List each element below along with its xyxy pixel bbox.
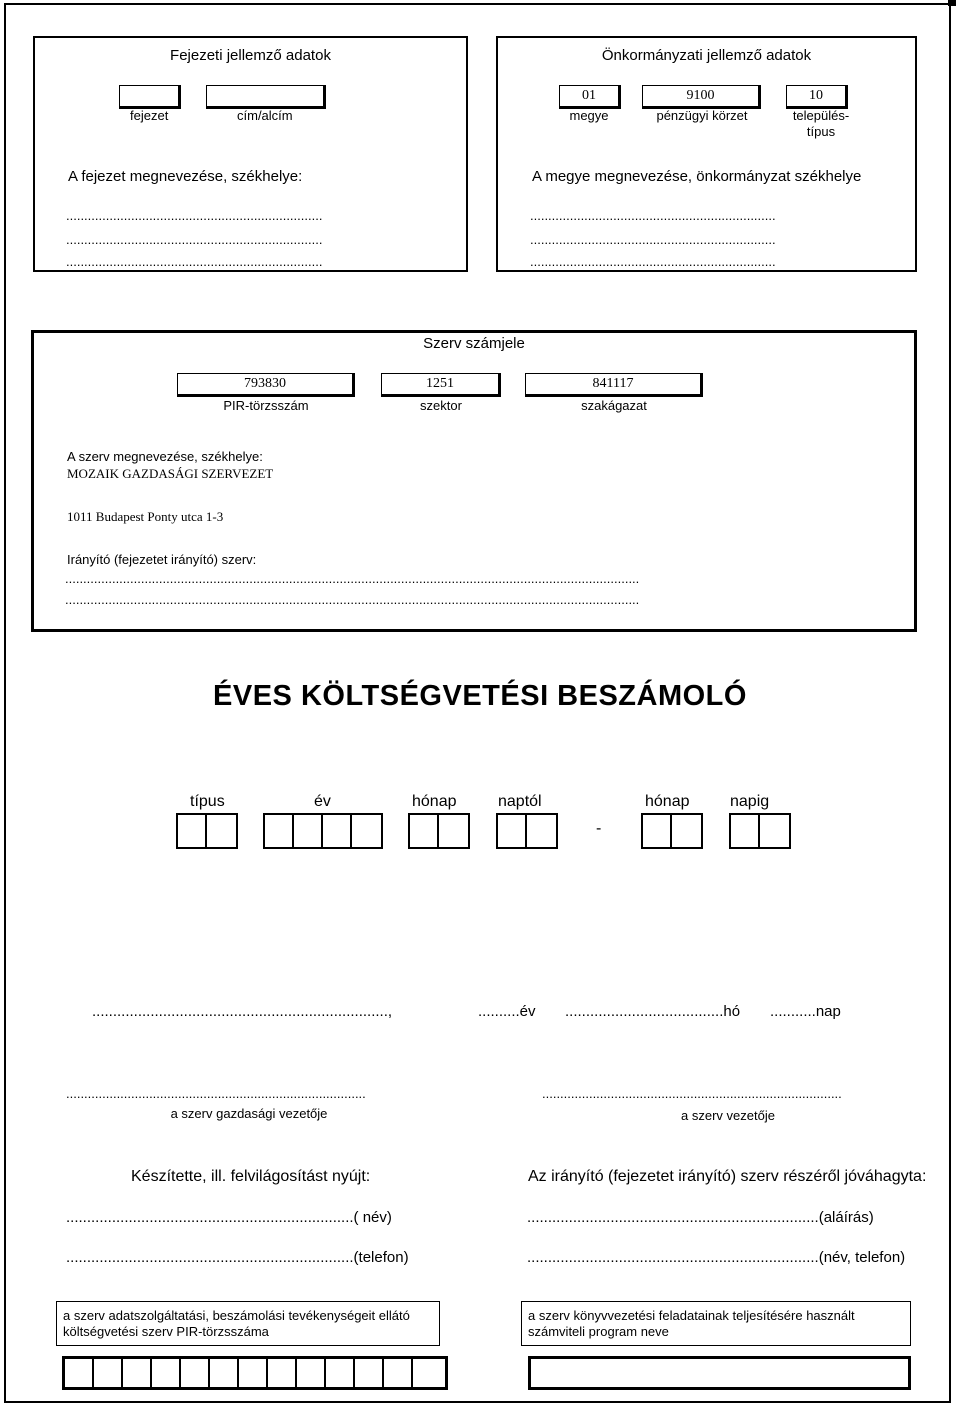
type-label: típus (190, 793, 225, 810)
footer-left-box (56, 1301, 440, 1346)
month-from-boxes[interactable] (408, 813, 470, 849)
settlement-type-label: település- típus (792, 108, 850, 139)
corner-mark (948, 0, 956, 6)
day-from-boxes[interactable] (496, 813, 558, 849)
footer-right-text: a szerv könyvvezetési feladatainak teljesítésére használt számviteli program neve (528, 1308, 855, 1339)
month-from-label: hónap (412, 793, 457, 810)
organisation-box (31, 330, 917, 632)
chapter-dots-3: ....................................................................... (66, 254, 323, 269)
year-field[interactable]: ..........év (478, 1003, 536, 1020)
settlement-type-field[interactable]: 10 (786, 85, 848, 109)
economic-leader-label: a szerv gazdasági vezetője (170, 1106, 328, 1121)
pir-number-label: PIR-törzsszám (223, 398, 309, 413)
prepared-phone-field[interactable]: .....................................................................(telefon) (66, 1249, 409, 1266)
year-boxes[interactable] (263, 813, 383, 849)
period-dash: - (596, 820, 602, 837)
prepared-name-field[interactable]: .....................................................................( név) (66, 1209, 392, 1226)
day-field[interactable]: ...........nap (770, 1003, 841, 1020)
controller-dots-2: ............................................................................................................................................................... (65, 592, 640, 607)
month-field[interactable]: ......................................hó (565, 1003, 741, 1020)
subtitle-field[interactable] (206, 85, 326, 109)
leader-signature-line[interactable]: ................................................................................... (542, 1086, 842, 1101)
sector-field[interactable]: 1251 (381, 373, 501, 397)
chapter-dots-2: ....................................................................... (66, 232, 323, 247)
economic-leader-signature-line[interactable]: ................................................................................... (66, 1086, 366, 1101)
year-label: év (314, 793, 331, 810)
report-title: ÉVES KÖLTSÉGVETÉSI BESZÁMOLÓ (213, 680, 747, 712)
chapter-heading: Fejezeti jellemző adatok (170, 47, 331, 64)
accounting-software-field[interactable] (528, 1356, 911, 1390)
branch-field[interactable]: 841117 (525, 373, 703, 397)
type-boxes[interactable] (176, 813, 238, 849)
district-field[interactable]: 9100 (642, 85, 761, 109)
approved-by-heading: Az irányító (fejezetet irányító) szerv részéről jóváhagyta: (528, 1168, 927, 1185)
chapter-field[interactable] (119, 85, 181, 109)
municipal-name-label: A megye megnevezése, önkormányzat székhelye (532, 168, 862, 185)
controller-dots-1: ............................................................................................................................................................... (65, 571, 640, 586)
controller-label: Irányító (fejezetet irányító) szerv: (67, 552, 257, 567)
county-label: megye (569, 108, 609, 123)
day-to-boxes[interactable] (729, 813, 791, 849)
leader-label: a szerv vezetője (681, 1108, 775, 1123)
organisation-name-label: A szerv megnevezése, székhelye: (67, 449, 263, 464)
chapter-dots-1: ....................................................................... (66, 208, 323, 223)
organisation-name: MOZAIK GAZDASÁGI SZERVEZET (67, 466, 274, 481)
municipal-dots-3: .................................................................... (530, 254, 776, 269)
municipal-heading: Önkormányzati jellemző adatok (601, 47, 812, 64)
day-to-label: napig (730, 793, 770, 810)
subtitle-field-label: cím/alcím (237, 108, 293, 123)
chapter-field-label: fejezet (130, 108, 169, 123)
chapter-name-label: A fejezet megnevezése, székhelye: (68, 168, 303, 185)
chapter-box (33, 36, 468, 272)
sector-label: szektor (420, 398, 462, 413)
organisation-address: 1011 Budapest Ponty utca 1-3 (67, 509, 224, 524)
month-to-boxes[interactable] (641, 813, 703, 849)
footer-left-text: a szerv adatszolgáltatási, beszámolási tevékenységeit ellátó költségvetési szerv PIR-törzsszáma (63, 1308, 410, 1339)
place-field[interactable]: ......................................................................., (92, 1003, 393, 1020)
day-from-label: naptól (498, 793, 542, 810)
footer-right-box (521, 1301, 911, 1346)
district-label: pénzügyi körzet (656, 108, 748, 123)
county-field[interactable]: 01 (559, 85, 621, 109)
municipal-dots-2: .................................................................... (530, 232, 776, 247)
approval-signature-field[interactable]: ......................................................................(aláírás) (527, 1209, 874, 1226)
approval-name-phone-field[interactable]: ......................................................................(név, telefon) (527, 1249, 906, 1266)
municipal-box (496, 36, 917, 272)
pir-number-boxes[interactable] (62, 1356, 448, 1390)
prepared-by-heading: Készítette, ill. felvilágosítást nyújt: (131, 1168, 371, 1185)
month-to-label: hónap (645, 793, 690, 810)
organisation-heading: Szerv számjele (423, 335, 525, 352)
branch-label: szakágazat (581, 398, 647, 413)
pir-number-field[interactable]: 793830 (177, 373, 355, 397)
municipal-dots-1: .................................................................... (530, 208, 776, 223)
